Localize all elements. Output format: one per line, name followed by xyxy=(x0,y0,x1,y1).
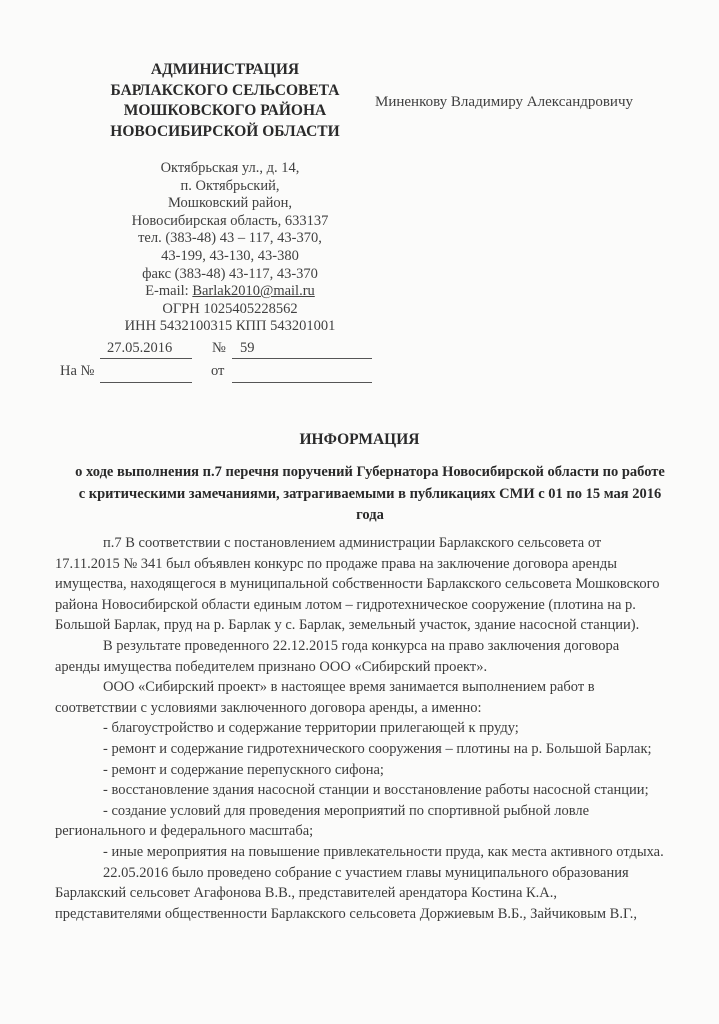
list-item: - ремонт и содержание перепускного сифона; xyxy=(103,761,384,778)
list-item: - восстановление здания насосной станции и восстановление работы насосной станции; xyxy=(103,782,649,799)
paragraph: ООО «Сибирский проект» в настоящее время занимается выполнением работ в соответствии с условиями заключенного договора аренды, а именно: xyxy=(55,679,595,716)
reference-number-label: На № xyxy=(60,363,95,379)
reference-date-label: от xyxy=(211,363,225,379)
paragraph: п.7 В соответствии с постановлением администрации Барлакского сельсовета от 17.11.2015 № 341 был объявлен конкурс по продаже права на заключение договора аренды имущества, находящегося в муниципальной собственности Барлакского сельсовета Мошковского района Новосибирской области единым лотом – гидротехническое сооружение (плотина на р. Большой Барлак, пруд на р. Барлак у с. Барлак, земельный участок, здание насосной станции). xyxy=(55,535,660,634)
phone-line: 43-199, 43-130, 43-380 xyxy=(161,247,299,264)
subtitle-line: года xyxy=(356,507,384,523)
list-item: - благоустройство и содержание территории прилегающей к пруду; xyxy=(103,720,519,737)
reference-number-underline xyxy=(100,382,192,383)
list-item: - создание условий для проведения мероприятий по спортивной рыбной ловле регионального и федерального масштаба; xyxy=(55,802,590,840)
document-title: ИНФОРМАЦИЯ xyxy=(299,431,420,448)
email-label: E-mail: xyxy=(145,283,193,300)
list-item: - ремонт и содержание гидротехнического сооружения – плотины на р. Большой Барлак; xyxy=(103,740,652,757)
outgoing-number: 59 xyxy=(240,340,255,356)
outgoing-date: 27.05.2016 xyxy=(107,340,173,356)
document-body xyxy=(55,533,665,924)
org-line: АДМИНИСТРАЦИЯ xyxy=(150,61,300,78)
email-link[interactable]: Barlak2010@mail.ru xyxy=(192,283,315,300)
number-label: № xyxy=(212,340,226,356)
paragraph: В результате проведенного 22.12.2015 года конкурса на право заключения договора аренды имущества победителем признано ООО «Сибирский проект». xyxy=(55,637,620,675)
org-line: НОВОСИБИРСКОЙ ОБЛАСТИ xyxy=(110,122,340,140)
number-underline xyxy=(232,358,372,359)
date-underline xyxy=(100,358,192,359)
document-subtitle xyxy=(40,462,700,527)
address-line: Мошковский район, xyxy=(168,195,292,212)
address-line: Октябрьская ул., д. 14, xyxy=(160,160,300,176)
organization-header xyxy=(70,60,380,142)
address-line: п. Октябрьский, xyxy=(180,177,280,194)
phone-line: тел. (383-48) 43 – 117, 43-370, xyxy=(138,230,322,247)
paragraph: 22.05.2016 было проведено собрание с участием главы муниципального образования Барлакский сельсовет Агафонова В.В., представителей арендатора Костина К.А., представителями общественности Барлакского сельсовета Доржиевым В.Б., Зайчиковым В.Г., xyxy=(55,864,637,922)
ogrn: ОГРН 1025405228562 xyxy=(162,300,298,317)
organization-address xyxy=(60,160,400,336)
org-line: БАРЛАКСКОГО СЕЛЬСОВЕТА xyxy=(110,81,340,99)
reference-date-underline xyxy=(232,382,372,383)
org-line: МОШКОВСКОГО РАЙОНА xyxy=(123,102,327,119)
inn-kpp: ИНН 5432100315 КПП 543201001 xyxy=(124,318,336,335)
address-line: Новосибирская область, 633137 xyxy=(131,212,329,229)
email-line xyxy=(60,283,400,301)
addressee: Миненкову Владимиру Александровичу xyxy=(375,94,634,110)
list-item: - иные мероприятия на повышение привлекательности пруда, как места активного отдыха. xyxy=(103,843,664,860)
subtitle-line: о ходе выполнения п.7 перечня поручений Губернатора Новосибирской области по работе xyxy=(75,464,665,480)
fax-line: факс (383-48) 43-117, 43-370 xyxy=(142,265,318,282)
subtitle-line: с критическими замечаниями, затрагиваемыми в публикациях СМИ с 01 по 15 мая 2016 xyxy=(78,485,662,502)
